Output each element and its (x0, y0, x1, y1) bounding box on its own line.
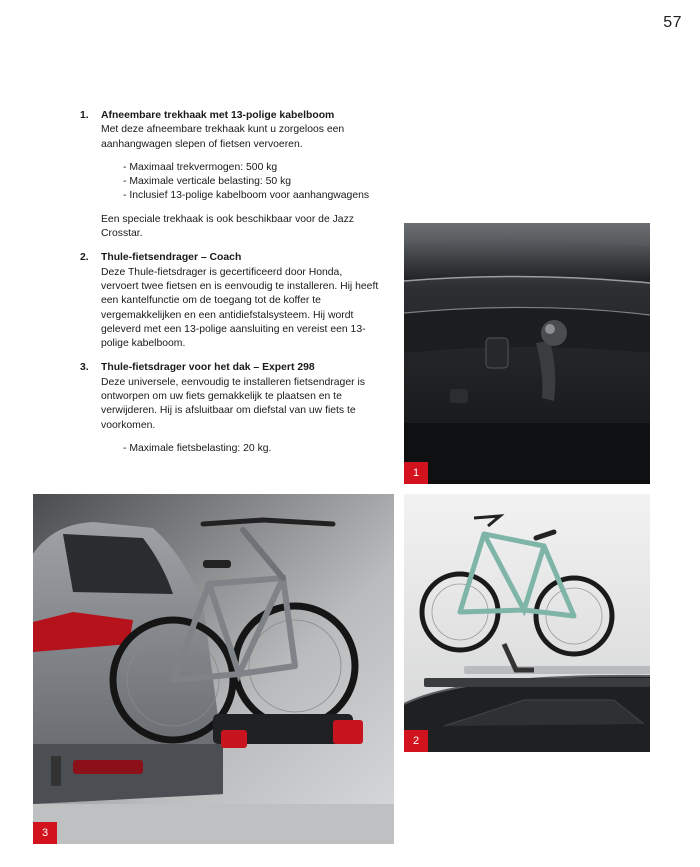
spec-item: - Inclusief 13-polige kabelboom voor aanhangwagens (123, 189, 380, 203)
item-note: Een speciale trekhaak is ook beschikbaar voor de Jazz Crosstar. (101, 213, 354, 240)
page-number: 57 (663, 14, 682, 31)
tow-hitch-photo (404, 223, 650, 484)
list-item-roof-bike-carrier (80, 361, 380, 456)
photo-number-badge: 2 (404, 730, 428, 752)
list-item-bike-carrier-coach (80, 251, 380, 351)
item-title: Afneembare trekhaak met 13-polige kabelboom (101, 110, 335, 121)
photo-number-badge: 3 (33, 822, 57, 844)
item-description: Met deze afneembare trekhaak kunt u zorgeloos een aanhangwagen slepen of fietsen vervoeren. (101, 124, 345, 150)
spec-list (123, 442, 380, 456)
item-number: 1. (80, 110, 89, 121)
list-item-tow-hitch (80, 109, 380, 241)
accessory-list (80, 109, 380, 466)
spec-item: - Maximale fietsbelasting: 20 kg. (123, 442, 380, 456)
roof-bike-carrier-photo (404, 494, 650, 752)
spec-list (123, 161, 380, 204)
item-description: Deze Thule-fietsdrager is gecertificeerd door Honda, vervoert twee fietsen en is eenvoudig te installeren. Hij heeft een kantelfunctie om de toegang tot de koffer te vergemakkelijken en een antidiefstalsysteem. Hij wordt geleverd met een 13-polige aansluiting en vereist een 13-polige kabelboom. (101, 266, 379, 350)
hitch-bike-carrier-photo (33, 494, 394, 844)
hitch-bike-carrier-illustration (33, 494, 394, 844)
item-number: 3. (80, 362, 89, 374)
item-description: Deze universele, eenvoudig te installeren fietsendrager is ontworpen om uw fiets gemakkelijk te plaatsen en te verwijderen. Hij is afsluitbaar om diefstal van uw fiets te voorkomen. (101, 376, 365, 431)
item-title: Thule-fietsdrager voor het dak – Expert 298 (101, 362, 315, 374)
photo-number-badge: 1 (404, 462, 428, 484)
spec-item: - Maximaal trekvermogen: 500 kg (123, 161, 380, 175)
spec-item: - Maximale verticale belasting: 50 kg (123, 175, 380, 189)
tow-hitch-illustration (404, 223, 650, 484)
roof-bike-carrier-illustration (404, 494, 650, 752)
item-title: Thule-fietsendrager – Coach (101, 252, 242, 264)
item-number: 2. (80, 252, 89, 264)
